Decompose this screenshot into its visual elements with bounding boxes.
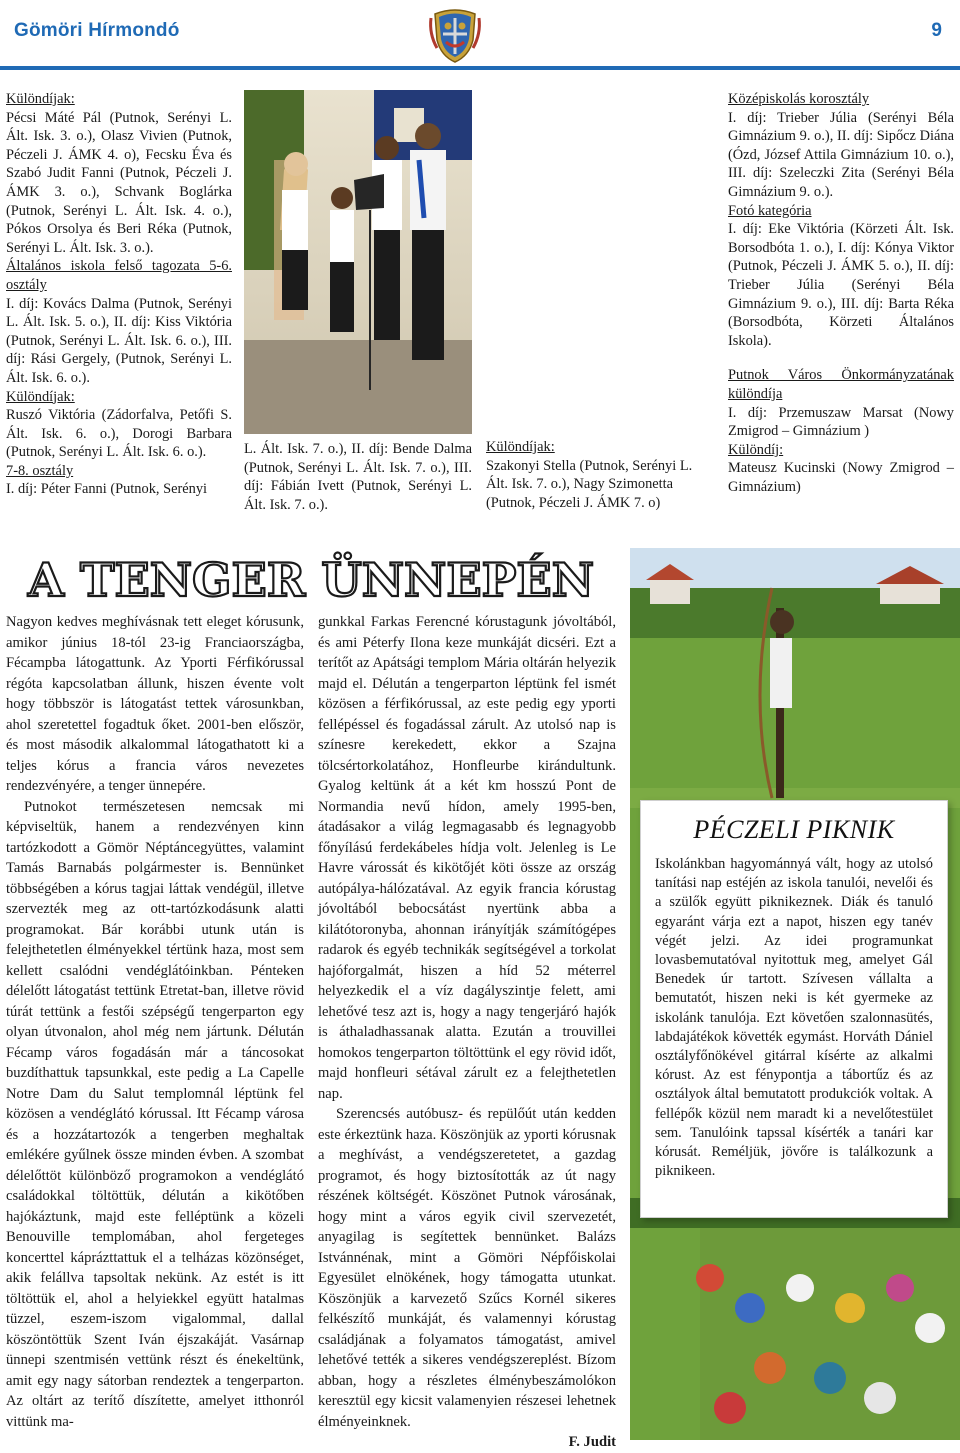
recorder-players-photo	[244, 90, 472, 434]
sidebar-title: PÉCZELI PIKNIK	[693, 815, 895, 844]
section-label: Különdíjak:	[6, 388, 75, 405]
picnic-sidebar	[640, 800, 948, 1218]
page-number: 9	[931, 20, 942, 41]
page-header	[0, 0, 960, 72]
coat-of-arms-icon	[429, 4, 481, 64]
award-text: Ruszó Viktória (Zádorfalva, Petőfi S. Ált. Isk. 6. o.), Dorogi Barbara (Putnok, Serényi L. Ált. Isk. 6. o.).	[6, 407, 232, 461]
award-text: I. díj: Trieber Júlia (Serényi Béla Gimnázium 9. o.), II. díj: Sipőcz Diána (Ózd, József Attila Gimnázium 10. o.), III. díj: Szeleczki Zita (Serényi Béla Gimnázium 9. o.).	[728, 109, 954, 200]
award-text: I. díj: Eke Viktória (Körzeti Ált. Isk. Borsodbóta 1. o.), I. díj: Kónya Viktor (Putnok, Péczeli J. ÁMK 5. o.), II. díj: Trieber Júlia (Serényi Béla Gimnázium 9. o.), III. díj: Barta Réka (Borsodbóta, Körzeti Általános Iskola).	[728, 221, 954, 349]
sidebar-text: Iskolánkban hagyománnyá vált, hogy az utolsó tanítási nap estéjén az iskola tanulói, nevelői és a szülők együtt piknikeznek. Diák és tanuló egyaránt várja ezt a napot, hiszen egy tanév végét jelzi. Az idei programunkat lovasbemutatóval nyitottuk meg, amelyet Gál Benedek úr tartott. Szívesen vállalta a bemutatót, hiszen neki is két gyermeke az iskolánk tanulója. Ezt követően szalonnasütés, labdajátékok követték egymást. Horváth Dániel osztályfőnökével gitárral kísérte az alkalmi kórust. Az est fénypontja a tábortűz és az osztályok által bemutatott produkciók voltak. A fellépők közül nem maradt ki a nevelőtestület sem. Tanulóink tapssal kísérték a tanári kar kórusát. Reméljük, jövőre is találkozunk a piknikeen.	[655, 856, 933, 1180]
award-text: Mateusz Kucinski (Nowy Zmigrod – Gimnázium)	[728, 460, 954, 495]
section-label: Különdíj:	[728, 441, 784, 458]
article-paragraph: Putnokot természetesen nemcsak mi képviseltük, hanem a rendezvényen kinn tartózkodott a Gömör Néptáncegyüttes, valamint Tamás Barnabás polgármester is. Bennünket többségében a kórus tagjai láttak vendégül, illetve szervezték meg az ott-tartózkodásunk alatti programokat. Bár korábbi utunk után is felejthetetlen élményekkel tértünk haza, most sem kellett csalódni vendéglátóinkban. Pénteken délelőtt látogatást tettünk Etretat-ban, illetve rövid túrát tettünk a festői szépségű tengerparton egy olyan útvonalon, ahol még nem jártunk. Délután Fécamp város fogadásán már a táncosokat buzdíthattuk tapsunkkal, este pedig a La Capelle Notre Dam du Salut templomnál léptünk fel közösen a vendéglátó kórussal. Itt Fécamp városa és a hozzátartozók a tengerben meghaltak emlékére gyűlnek össze minden évben. A szombat délelőttöt különböző programokon a vendéglátó családokkal töltöttük, délután a kikötőben hajókáztunk, majd este felléptünk a közeli Benouville templomában, ahol fergeteges koncerttel káprázttattuk el a telházas közönséget, akik felállva tapsoltak nekünk. Az estét is itt töltöttük el, ahol a helyiekkel együtt hatalmas tüzzel, eszem-iszom vigalommal, dallal köszöntöttük Szent Iván éjszakáját. Vasárnap ünnepi szentmisén vettünk részt és énekeltünk, amit egy nagy sátorban rendeztek a tengerparton. Az oltárt az terítő díszítette, amelyet itthonról vittünk ma-	[6, 798, 304, 1430]
svg-text:A TENGER ÜNNEPÉN: A TENGER ÜNNEPÉN	[28, 553, 591, 607]
section-label: Általános iskola felső tagozata 5-6. osztály	[6, 258, 232, 293]
section-label: 7-8. osztály	[6, 462, 74, 479]
article-paragraph: Nagyon kedves meghívásnak tett eleget kórusunk, amikor június 18-tól 23-ig Franciaországba, Fécampba látogattunk. Az Yporti Férfikórussal régóta kapcsolatban állunk, hiszen évente volt hogy többször is látogatást tettek városunkban, ahol szeretettel fogadtuk őket. 2001-ben először, és most második alkalommal látogathatott ki a teljes kórus a francia város nevezetes rendezvényére, a tenger ünnepére.	[6, 614, 304, 794]
article-signature: F. Judit	[568, 1434, 616, 1450]
award-text: Pécsi Máté Pál (Putnok, Serényi L. Ált. Isk. 3. o.), Olasz Vivien (Putnok, Péczeli J. ÁMK 4. o), Fecsku Éva és Szabó Judit Fanni (Putnok, Péczeli J. ÁMK 3. o.), Schvank Boglárka (Putnok, Serényi L. Ált. Isk. 4. o.), Pókos Orsolya és Beri Réka (Putnok, Serényi L. Ált. Isk. 3. o.).	[6, 109, 232, 256]
award-text: I. díj: Kovács Dalma (Putnok, Serényi L. Ált. Isk. 5. o.), II. díj: Kiss Viktória (Putnok, Serényi L. Ált. Isk. 6. o.), III. díj: Rási Gergely, (Putnok, Serényi L. Ált. Isk. 6. o.).	[6, 295, 232, 386]
article-paragraph: Szerencsés autóbusz- és repülőút után kedden este érkeztünk haza. Köszönjük az yporti kórusnak a meghívást, a vendégszeretetet, a gazdag programot, és hogy biztosították az út nagy részének költségét. Köszönet Putnok városának, hogy mint a város egyik civil szervezetét, anyagilag is segítettek bennünket. Balázs Istvánnénak, mint a Gömöri Népfőiskolai Egyesület elnökének, hogy támogatta utunkat. Köszönjük a karvezető Szűcs Kornél sikeres felkészítő munkáját, és valamennyi kórustag családjának a folyamatos támogatást, amivel lehetővé tették a sikeres vendégszereplést. Bízom abban, hogy a részletes élménybeszámolókon keresztül egy kicsit valamenyien részesei lehetnek élményeinknek.	[318, 1106, 616, 1430]
article-headline	[28, 548, 608, 608]
awards-column-1	[6, 90, 232, 499]
section-label: Fotó kategória	[728, 202, 812, 219]
award-text: Szakonyi Stella (Putnok, Serényi L. Ált. Isk. 7. o.), Nagy Szimonetta (Putnok, Péczeli J. ÁMK 7. o)	[486, 457, 693, 511]
award-text: I. díj: Przemuszaw Marsat (Nowy Zmigrod – Gimnázium )	[728, 404, 954, 440]
article-column-2	[318, 612, 616, 1453]
awards-column-2	[244, 440, 472, 514]
awards-column-3	[486, 438, 714, 512]
article-paragraph: gunkkal Farkas Ferencné kórustagunk jóvoltából, és ami Péterfy Ilona keze munkáját dicséri. Ezt a terítőt az Apátsági templom Mária oltárán helyezik majd el. Délután a tengerparton léptünk fel ismét közösen a férfikórussal, az este pedig egy yporti fellépéssel és fogadással zárult. Az utolsó nap is színesre kerekedett, ekkor a Szajna tölcsértorkolatához, Honfleurbe kirándultunk. Gyalog keltünk át a két km hosszú Pont de Normandia nevű hídon, amely 1995-ben, átadásakor a világ legmagasabb és legnagyobb főnyílású ferdekábeles hídja volt. Jelenleg is Le Havre várossát és kikötőjét köti össze az ország autópálya-hálózatával. Az egyik francia kórustag jóvoltából bebocsátást nyertünk abba a kilátótoronyba, ahonnan irányítják számítógépes radarok és egyéb technikák segítségével a torkolat hajóforgalmát, hiszen a híd 52 méterrel helyezkedik el a víz dagályszintje felett, ami lehetővé tesz azt is, hogy a nagy tengerjáró hajók is áthaladhassanak alatta. Ezután a trouvillei homokos tengerparton töltöttünk el egy rövid időt, majd honfleuri sétával zárult ez a felejthetetlen nap.	[318, 614, 616, 1102]
section-label: Putnok Város Önkormányzatának különdíja	[728, 367, 954, 402]
section-label: Különdíjak:	[486, 439, 555, 455]
article-column-1	[6, 612, 304, 1432]
section-label: Középiskolás korosztály	[728, 91, 870, 107]
award-text: L. Ált. Isk. 7. o.), II. díj: Bende Dalma (Putnok, Serényi L. Ált. Isk. 7. o.), III. díj: Fábián Ivett (Putnok, Serényi L. Ált. Isk. 7. o.).	[244, 441, 472, 513]
header-rule	[0, 66, 960, 70]
award-text: I. díj: Péter Fanni (Putnok, Serényi	[6, 481, 208, 498]
publication-title: Gömöri Hírmondó	[14, 20, 180, 41]
awards-column-4	[728, 90, 954, 496]
section-label: Különdíjak:	[6, 91, 75, 107]
